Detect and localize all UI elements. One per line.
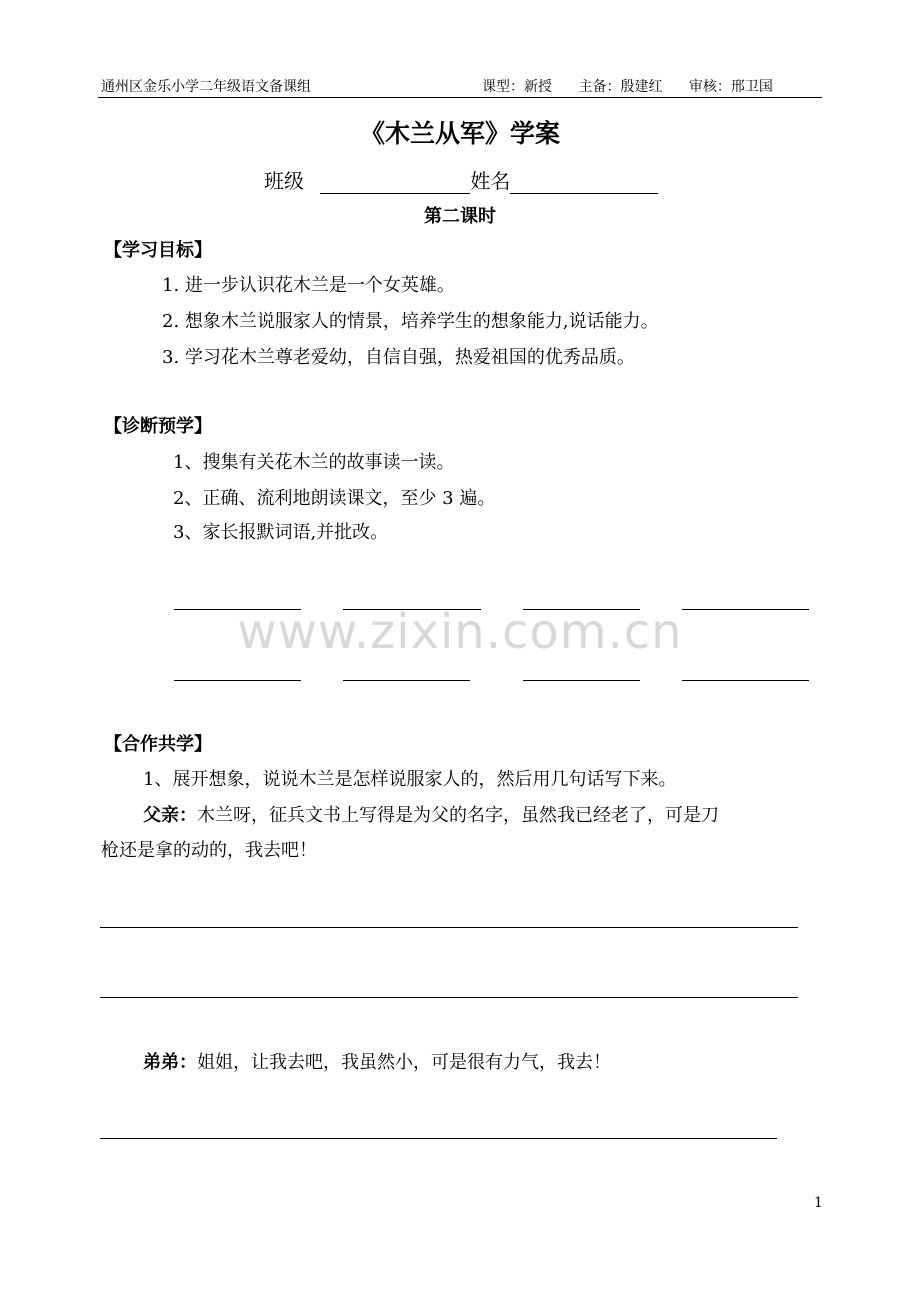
class-blank[interactable] xyxy=(320,171,470,194)
header-reviewer: 审核：邢卫国 xyxy=(688,79,773,95)
brother-text: 姐姐，让我去吧，我虽然小，可是很有力气，我去！ xyxy=(197,1052,611,1073)
header-lesson-type: 课型：新授 xyxy=(482,79,552,95)
header-meta xyxy=(482,76,795,96)
prestudy-item: 3、家长报默词语,并批改。 xyxy=(173,522,389,543)
answer-line[interactable] xyxy=(100,997,798,998)
name-label: 姓名 xyxy=(470,169,511,193)
father-text: 木兰呀，征兵文书上写得是为父的名字，虽然我已经老了，可是刀 xyxy=(197,805,719,826)
prestudy-heading: 【诊断预学】 xyxy=(104,416,212,437)
name-blank[interactable] xyxy=(510,171,658,194)
watermark: www.zixin.com.cn xyxy=(237,604,683,660)
answer-line[interactable] xyxy=(100,1138,777,1139)
father-dialogue xyxy=(143,801,719,827)
coop-heading: 【合作共学】 xyxy=(104,734,212,755)
answer-line[interactable] xyxy=(100,927,798,928)
page-number: 1 xyxy=(814,1195,823,1211)
header-divider xyxy=(98,97,822,98)
word-blank[interactable] xyxy=(682,680,809,681)
brother-dialogue xyxy=(143,1048,611,1074)
lesson-label: 第二课时 xyxy=(424,206,496,227)
word-blank[interactable] xyxy=(343,680,470,681)
goal-item: 2. 想象木兰说服家人的情景，培养学生的想象能力,说话能力。 xyxy=(162,311,659,332)
coop-task: 1、展开想象，说说木兰是怎样说服家人的，然后用几句话写下来。 xyxy=(143,769,677,790)
brother-label: 弟弟： xyxy=(143,1052,197,1073)
word-blank[interactable] xyxy=(174,680,301,681)
goals-heading: 【学习目标】 xyxy=(104,240,212,261)
page-title: 《木兰从军》学案 xyxy=(359,119,560,148)
goal-item: 3. 学习花木兰尊老爱幼，自信自强，热爱祖国的优秀品质。 xyxy=(162,347,635,368)
prestudy-item: 1、搜集有关花木兰的故事读一读。 xyxy=(173,452,455,473)
header-school-group: 通州区金乐小学二年级语文备课组 xyxy=(101,79,311,95)
prestudy-item: 2、正确、流利地朗读课文，至少 3 遍。 xyxy=(173,488,496,509)
father-text-continued: 枪还是拿的动的，我去吧！ xyxy=(101,840,317,861)
goal-item: 1. 进一步认识花木兰是一个女英雄。 xyxy=(162,275,455,296)
class-label: 班级 xyxy=(264,169,304,193)
student-info-row xyxy=(264,165,658,194)
word-blank[interactable] xyxy=(523,680,640,681)
father-label: 父亲： xyxy=(143,805,197,826)
header-author: 主备：殷建红 xyxy=(578,79,663,95)
